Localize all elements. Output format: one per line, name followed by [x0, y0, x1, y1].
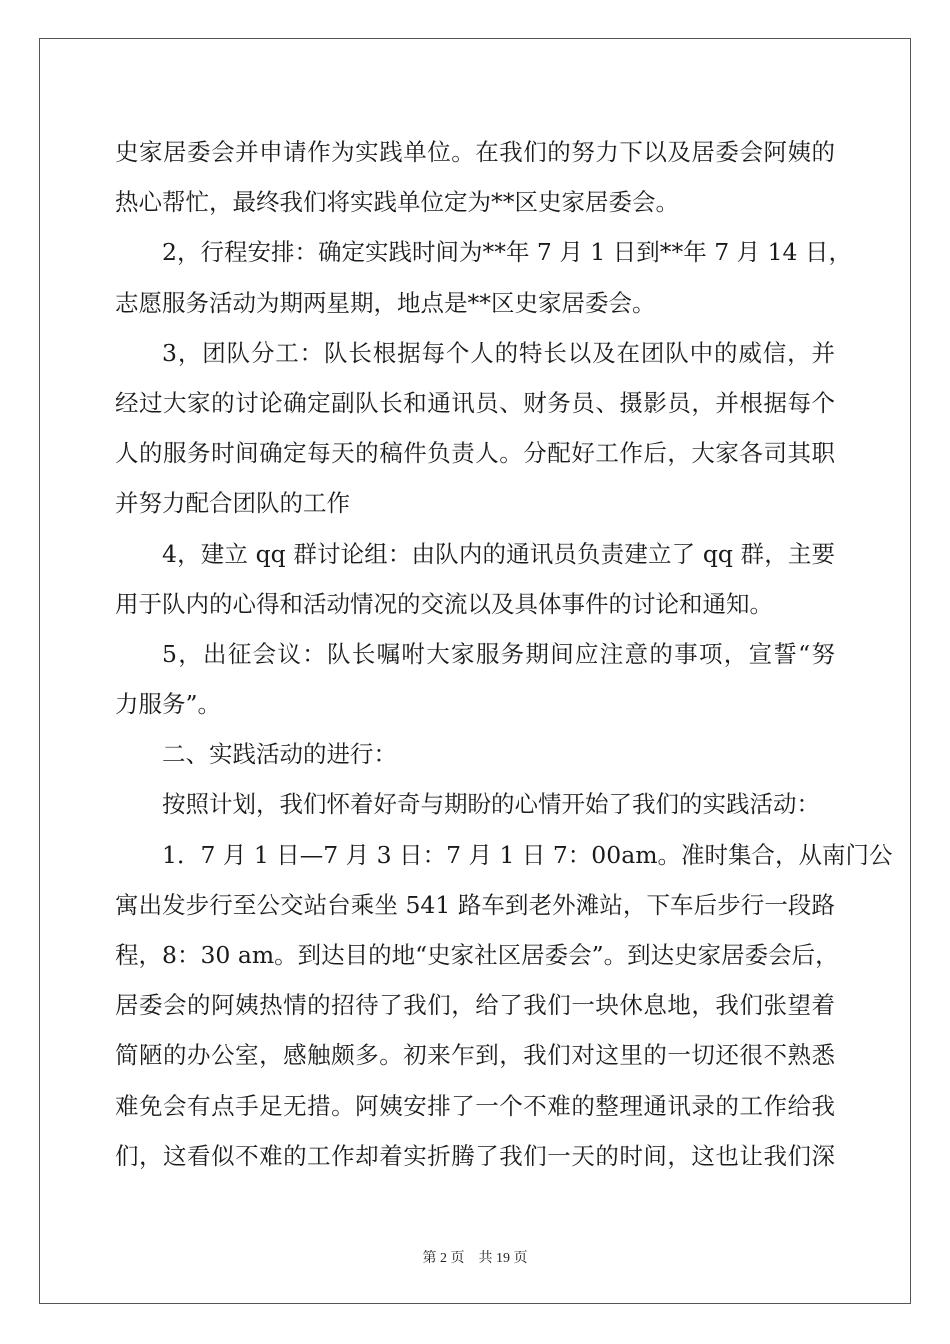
text-line: 用于队内的心得和活动情况的交流以及具体事件的讨论和通知。 — [115, 589, 773, 618]
text-line: 并努力配合团队的工作 — [115, 489, 350, 518]
text-line: 史家居委会并申请作为实践单位。在我们的努力下以及居委会阿姨的 — [115, 138, 835, 166]
text-line: 们，这看似不难的工作却着实折腾了我们一天的时间，这也让我们深 — [115, 1141, 835, 1170]
text-line: 寓出发步行至公交站台乘坐 541 路车到老外滩站，下车后步行一段路 — [115, 890, 835, 919]
text-line: 简陋的办公室，感触颇多。初来乍到，我们对这里的一切还很不熟悉 — [115, 1041, 835, 1070]
text-line: 1．7 月 1 日—7 月 3 日：7 月 1 日 7：00am。准时集合，从南门公 — [162, 840, 893, 869]
text-line: 经过大家的讨论确定副队长和通讯员、财务员、摄影员，并根据每个 — [115, 388, 835, 417]
text-line: 志愿服务活动为期两星期，地点是**区史家居委会。 — [115, 288, 656, 317]
text-line: 3，团队分工：队长根据每个人的特长以及在团队中的威信，并 — [162, 338, 835, 367]
text-line: 难免会有点手足无措。阿姨安排了一个不难的整理通讯录的工作给我 — [115, 1091, 835, 1120]
text-line: 按照计划，我们怀着好奇与期盼的心情开始了我们的实践活动： — [162, 790, 820, 819]
page-footer — [0, 1247, 950, 1267]
text-line: 人的服务时间确定每天的稿件负责人。分配好工作后，大家各司其职 — [115, 439, 835, 468]
text-line: 居委会的阿姨热情的招待了我们，给了我们一块休息地，我们张望着 — [115, 991, 835, 1020]
page-total: 共 19 页 — [478, 1251, 528, 1266]
text-line: 程，8：30 am。到达目的地“史家社区居委会”。到达史家居委会后， — [115, 941, 839, 969]
page-number: 第 2 页 — [422, 1251, 465, 1266]
text-line: 热心帮忙，最终我们将实践单位定为**区史家居委会。 — [115, 188, 679, 217]
text-line: 力服务”。 — [115, 690, 222, 719]
text-line: 4，建立 qq 群讨论组：由队内的通讯员负责建立了 qq 群，主要 — [162, 539, 835, 568]
text-line: 2，行程安排：确定实践时间为**年 7 月 1 日到**年 7 月 14 日， — [162, 238, 852, 267]
document-body — [115, 127, 893, 1181]
text-line: 5，出征会议：队长嘱咐大家服务期间应注意的事项，宣誓“努 — [162, 639, 835, 668]
section-heading: 二、实践活动的进行： — [162, 740, 397, 769]
